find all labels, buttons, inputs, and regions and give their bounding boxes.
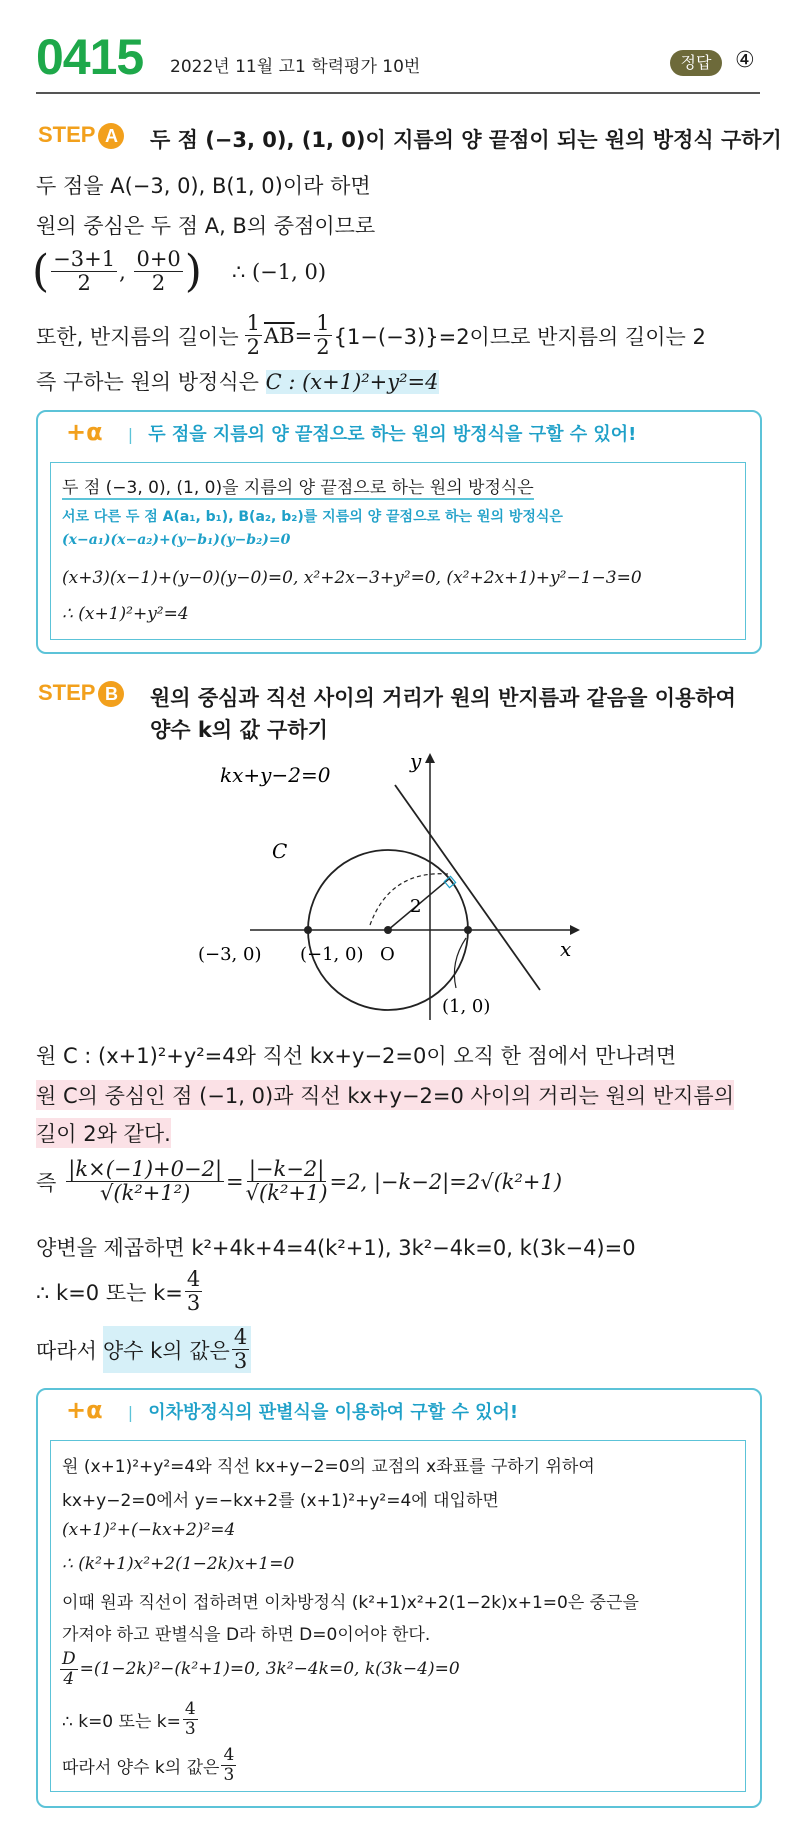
step-b-title-1: 원의 중심과 직선 사이의 거리가 원의 반지름과 같음을 이용하여: [150, 686, 736, 710]
tip-a-formula-desc: 서로 다른 두 점 A(a₁, b₁), B(a₂, b₂)를 지름의 양 끝점으로 하는 원의 방정식은: [62, 509, 563, 525]
circle-label: C: [272, 839, 288, 863]
answer-value: ④: [735, 48, 755, 73]
midpoint-expression: ( $\frac{-3+1}{2}$ , $\frac{0+0}{2}$ ) ∴ (−1, 0): [32, 246, 327, 297]
point-left: [304, 926, 312, 934]
b-line2: 원 C의 중심인 점 (−1, 0)과 직선 kx+y−2=0 사이의 거리는 원의 반지름의: [36, 1080, 734, 1110]
line-label: kx+y−2=0: [220, 763, 331, 787]
plus-alpha-icon: +α: [66, 1396, 103, 1424]
step-b-tag: STEP B: [38, 680, 124, 707]
point-center-label: (−1, 0): [300, 944, 364, 965]
step-b-title-2: 양수 k의 값 구하기: [150, 718, 328, 742]
tip-b-l5: 이때 원과 직선이 접하려면 이차방정식 (k²+1)x²+2(1−2k)x+1=0은 중근을: [62, 1593, 639, 1613]
y-axis-arrow-icon: [425, 753, 435, 763]
b-line1: 원 C : (x+1)²+y²=4와 직선 kx+y−2=0이 오직 한 점에서 만나려면: [36, 1044, 677, 1068]
b-line4: 양변을 제곱하면 k²+4k+4=4(k²+1), 3k²−4k=0, k(3k−4)=0: [36, 1236, 636, 1260]
radius-label: 2: [410, 896, 422, 917]
plus-alpha-icon: +α: [66, 418, 103, 446]
tip-b-l2: kx+y−2=0에서 y=−kx+2를 (x+1)²+y²=4에 대입하면: [62, 1491, 499, 1511]
tangent-line: [395, 785, 540, 990]
b-answer-line: 따라서 양수 k의 값은 $\frac{4}{3}$: [36, 1326, 251, 1373]
tip-a-formula: (x−a₁)(x−a₂)+(y−b₁)(y−b₂)=0: [62, 532, 291, 548]
tip-b-l7: $\frac{D}{4}$ =(1−2k)²−(k²+1)=0, 3k²−4k=0, k(3k−4)=0: [62, 1649, 460, 1689]
tip-box-a-header: +α | 두 점을 지름의 양 끝점으로 하는 원의 방정식을 구할 수 있어!: [66, 418, 637, 446]
step-a-title: 두 점 (−3, 0), (1, 0)이 지름의 양 끝점이 되는 원의 방정식 구하기: [150, 128, 782, 152]
origin-label: O: [380, 944, 395, 965]
x-axis-label: x: [560, 937, 572, 961]
step-a-tag: STEP A: [38, 122, 124, 149]
header-divider: [36, 92, 760, 94]
answer-badge: 정답: [670, 50, 722, 76]
distance-equation: 즉 $\frac{|k\times(-1)+0-2|}{\text{√(k²+1²)}}$ = $\frac{|-k-2|}{\text{√(k²+1)}}$ =2, |−k−2|=2√(k²+1): [36, 1157, 563, 1206]
b-line5: ∴ k=0 또는 k= $\frac{4}{3}$: [36, 1267, 201, 1316]
tip-b-l1: 원 (x+1)²+y²=4와 직선 kx+y−2=0의 교점의 x좌표를 구하기 위하여: [62, 1457, 595, 1477]
tip-b-l6: 가져야 하고 판별식을 D라 하면 D=0이어야 한다.: [62, 1625, 431, 1645]
x-axis-arrow-icon: [570, 925, 580, 935]
tip-b-l9: 따라서 양수 k의 값은 $\frac{4}{3}$: [62, 1745, 235, 1785]
circle-tangent-figure: [198, 749, 590, 1030]
point-right-label: (1, 0): [442, 996, 491, 1017]
step-a-line1: 두 점을 A(−3, 0), B(1, 0)이라 하면: [36, 174, 371, 198]
radius-line: 또한, 반지름의 길이는 $\frac{1}{2}$ $\overline{AB}$ = $\frac{1}{2}$ {1−(−3)}=2이므로 반지름의 길이는 2: [36, 311, 706, 360]
circle-equation-line: 즉 구하는 원의 방정식은 C : (x+1)²+y²=4: [36, 370, 439, 394]
tip-b-l8: ∴ k=0 또는 k= $\frac{4}{3}$: [62, 1699, 196, 1739]
step-a-line2: 원의 중심은 두 점 A, B의 중점이므로: [36, 214, 376, 238]
point-left-label: (−3, 0): [198, 944, 262, 965]
tip-a-line3: ∴ (x+1)²+y²=4: [62, 604, 189, 624]
tip-b-l4: ∴ (k²+1)x²+2(1−2k)x+1=0: [62, 1554, 295, 1574]
tip-b-l3: (x+1)²+(−kx+2)²=4: [62, 1520, 236, 1540]
radius-dashed-arc: [370, 874, 448, 925]
tip-box-b-header: +α | 이차방정식의 판별식을 이용하여 구할 수 있어!: [66, 1396, 519, 1424]
circle-equation: C : (x+1)²+y²=4: [265, 370, 439, 394]
problem-source: 2022년 11월 고1 학력평가 10번: [170, 57, 421, 77]
tip-a-line1: 두 점 (−3, 0), (1, 0)을 지름의 양 끝점으로 하는 원의 방정식은: [62, 478, 534, 498]
point-center: [384, 926, 392, 934]
problem-number: 0415: [36, 29, 144, 85]
point-right: [464, 926, 472, 934]
tip-a-line2: (x+3)(x−1)+(y−0)(y−0)=0, x²+2x−3+y²=0, (x²+2x+1)+y²−1−3=0: [62, 568, 642, 588]
y-axis-label: y: [410, 749, 422, 773]
b-line3: 길이 2와 같다.: [36, 1118, 171, 1148]
